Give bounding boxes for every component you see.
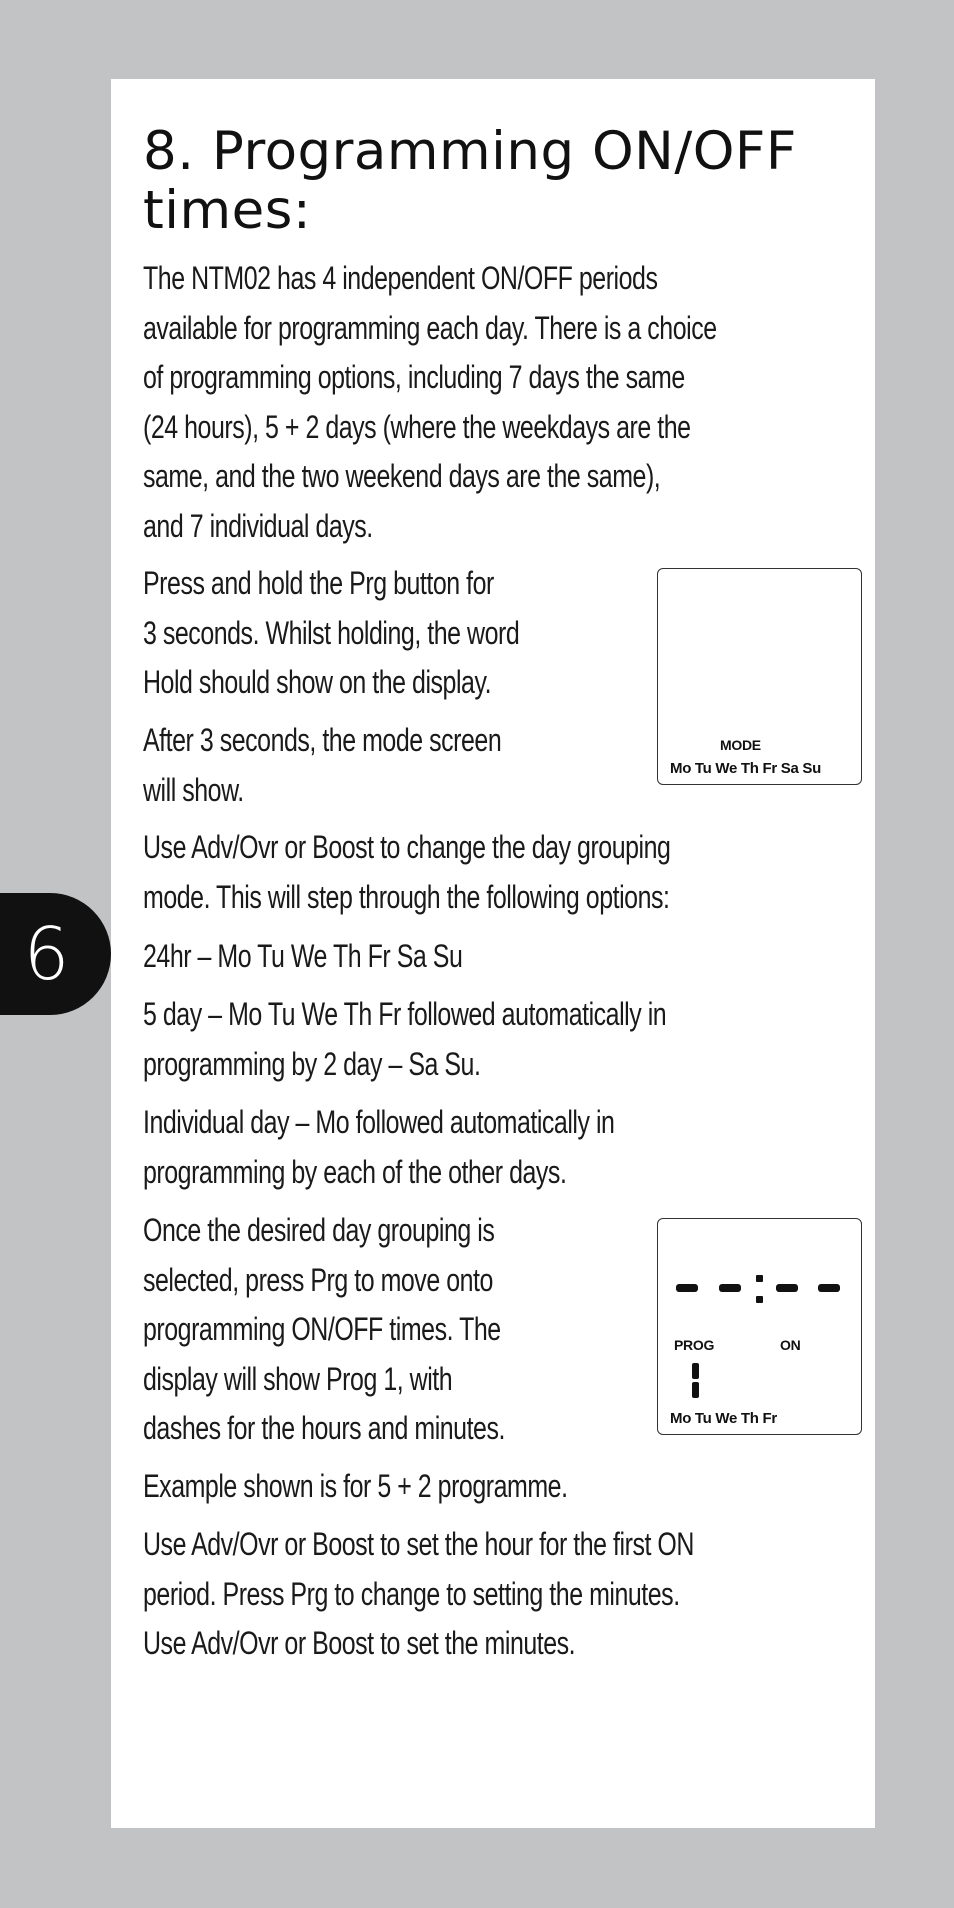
- text-line: selected, press Prg to move onto: [143, 1261, 493, 1298]
- text-line: will show.: [143, 771, 244, 808]
- text-line: same, and the two weekend days are the same),: [143, 458, 661, 494]
- text-line: of programming options, including 7 days the same: [143, 359, 685, 395]
- display-days: Mo Tu We Th Fr Sa Su: [670, 760, 821, 777]
- text-line: display will show Prog 1, with: [143, 1360, 453, 1397]
- mode-label: MODE: [720, 737, 761, 753]
- text-line: After 3 seconds, the mode screen: [143, 722, 502, 758]
- text-line: Use Adv/Ovr or Boost to change the day grouping: [143, 829, 671, 865]
- option-24hr: [143, 932, 462, 982]
- colon-dot: [756, 1296, 763, 1303]
- display-days: Mo Tu We Th Fr: [670, 1410, 777, 1427]
- text-line: programming by 2 day – Sa Su.: [143, 1045, 481, 1082]
- prog-label: PROG: [674, 1337, 715, 1353]
- text-line: programming ON/OFF times. The: [143, 1311, 501, 1347]
- prog-number-segment: [692, 1363, 699, 1379]
- prog-number-segment: [692, 1382, 699, 1398]
- text-line: The NTM02 has 4 independent ON/OFF periods: [143, 260, 658, 296]
- on-label: ON: [780, 1337, 801, 1353]
- title-line: times:: [143, 180, 312, 241]
- text-line: Press and hold the Prg button for: [143, 565, 494, 601]
- once-paragraph: [143, 1206, 505, 1454]
- text-line: mode. This will step through the following options:: [143, 878, 670, 915]
- title-line: 8. Programming ON/OFF: [143, 121, 797, 182]
- prog-display-illustration: [657, 1218, 862, 1435]
- minute-dash: [818, 1284, 840, 1292]
- final-paragraph: [143, 1520, 694, 1669]
- text-line: (24 hours), 5 + 2 days (where the weekdays are the: [143, 408, 691, 445]
- text-line: 24hr – Mo Tu We Th Fr Sa Su: [143, 938, 463, 974]
- text-line: Individual day – Mo followed automatically in: [143, 1104, 615, 1140]
- hour-dash: [676, 1284, 698, 1292]
- text-line: programming by each of the other days.: [143, 1153, 567, 1190]
- text-line: dashes for the hours and minutes.: [143, 1410, 505, 1446]
- text-line: Example shown is for 5 + 2 programme.: [143, 1468, 568, 1504]
- text-line: available for programming each day. There is a choice: [143, 309, 717, 346]
- text-line: 5 day – Mo Tu We Th Fr followed automatically in: [143, 996, 667, 1032]
- after-paragraph: [143, 716, 501, 815]
- text-line: and 7 individual days.: [143, 507, 373, 544]
- text-line: Once the desired day grouping is: [143, 1212, 495, 1248]
- hour-dash: [719, 1284, 741, 1292]
- example-paragraph: [143, 1462, 568, 1512]
- text-line: 3 seconds. Whilst holding, the word: [143, 614, 520, 651]
- press-hold-paragraph: [143, 559, 519, 708]
- text-line: Hold should show on the display.: [143, 664, 492, 700]
- mode-display-illustration: [657, 568, 862, 785]
- text-line: Use Adv/Ovr or Boost to set the minutes.: [143, 1625, 576, 1661]
- minute-dash: [776, 1284, 798, 1292]
- section-title: [143, 122, 863, 240]
- intro-paragraph: [143, 254, 717, 551]
- option-individual: [143, 1098, 614, 1197]
- page-number-tab: 6: [0, 893, 111, 1015]
- option-5day: [143, 990, 666, 1089]
- use-adv-paragraph: [143, 823, 670, 922]
- colon-dot: [756, 1275, 763, 1282]
- text-line: period. Press Prg to change to setting the minutes.: [143, 1575, 680, 1612]
- text-line: Use Adv/Ovr or Boost to set the hour for the first ON: [143, 1526, 694, 1562]
